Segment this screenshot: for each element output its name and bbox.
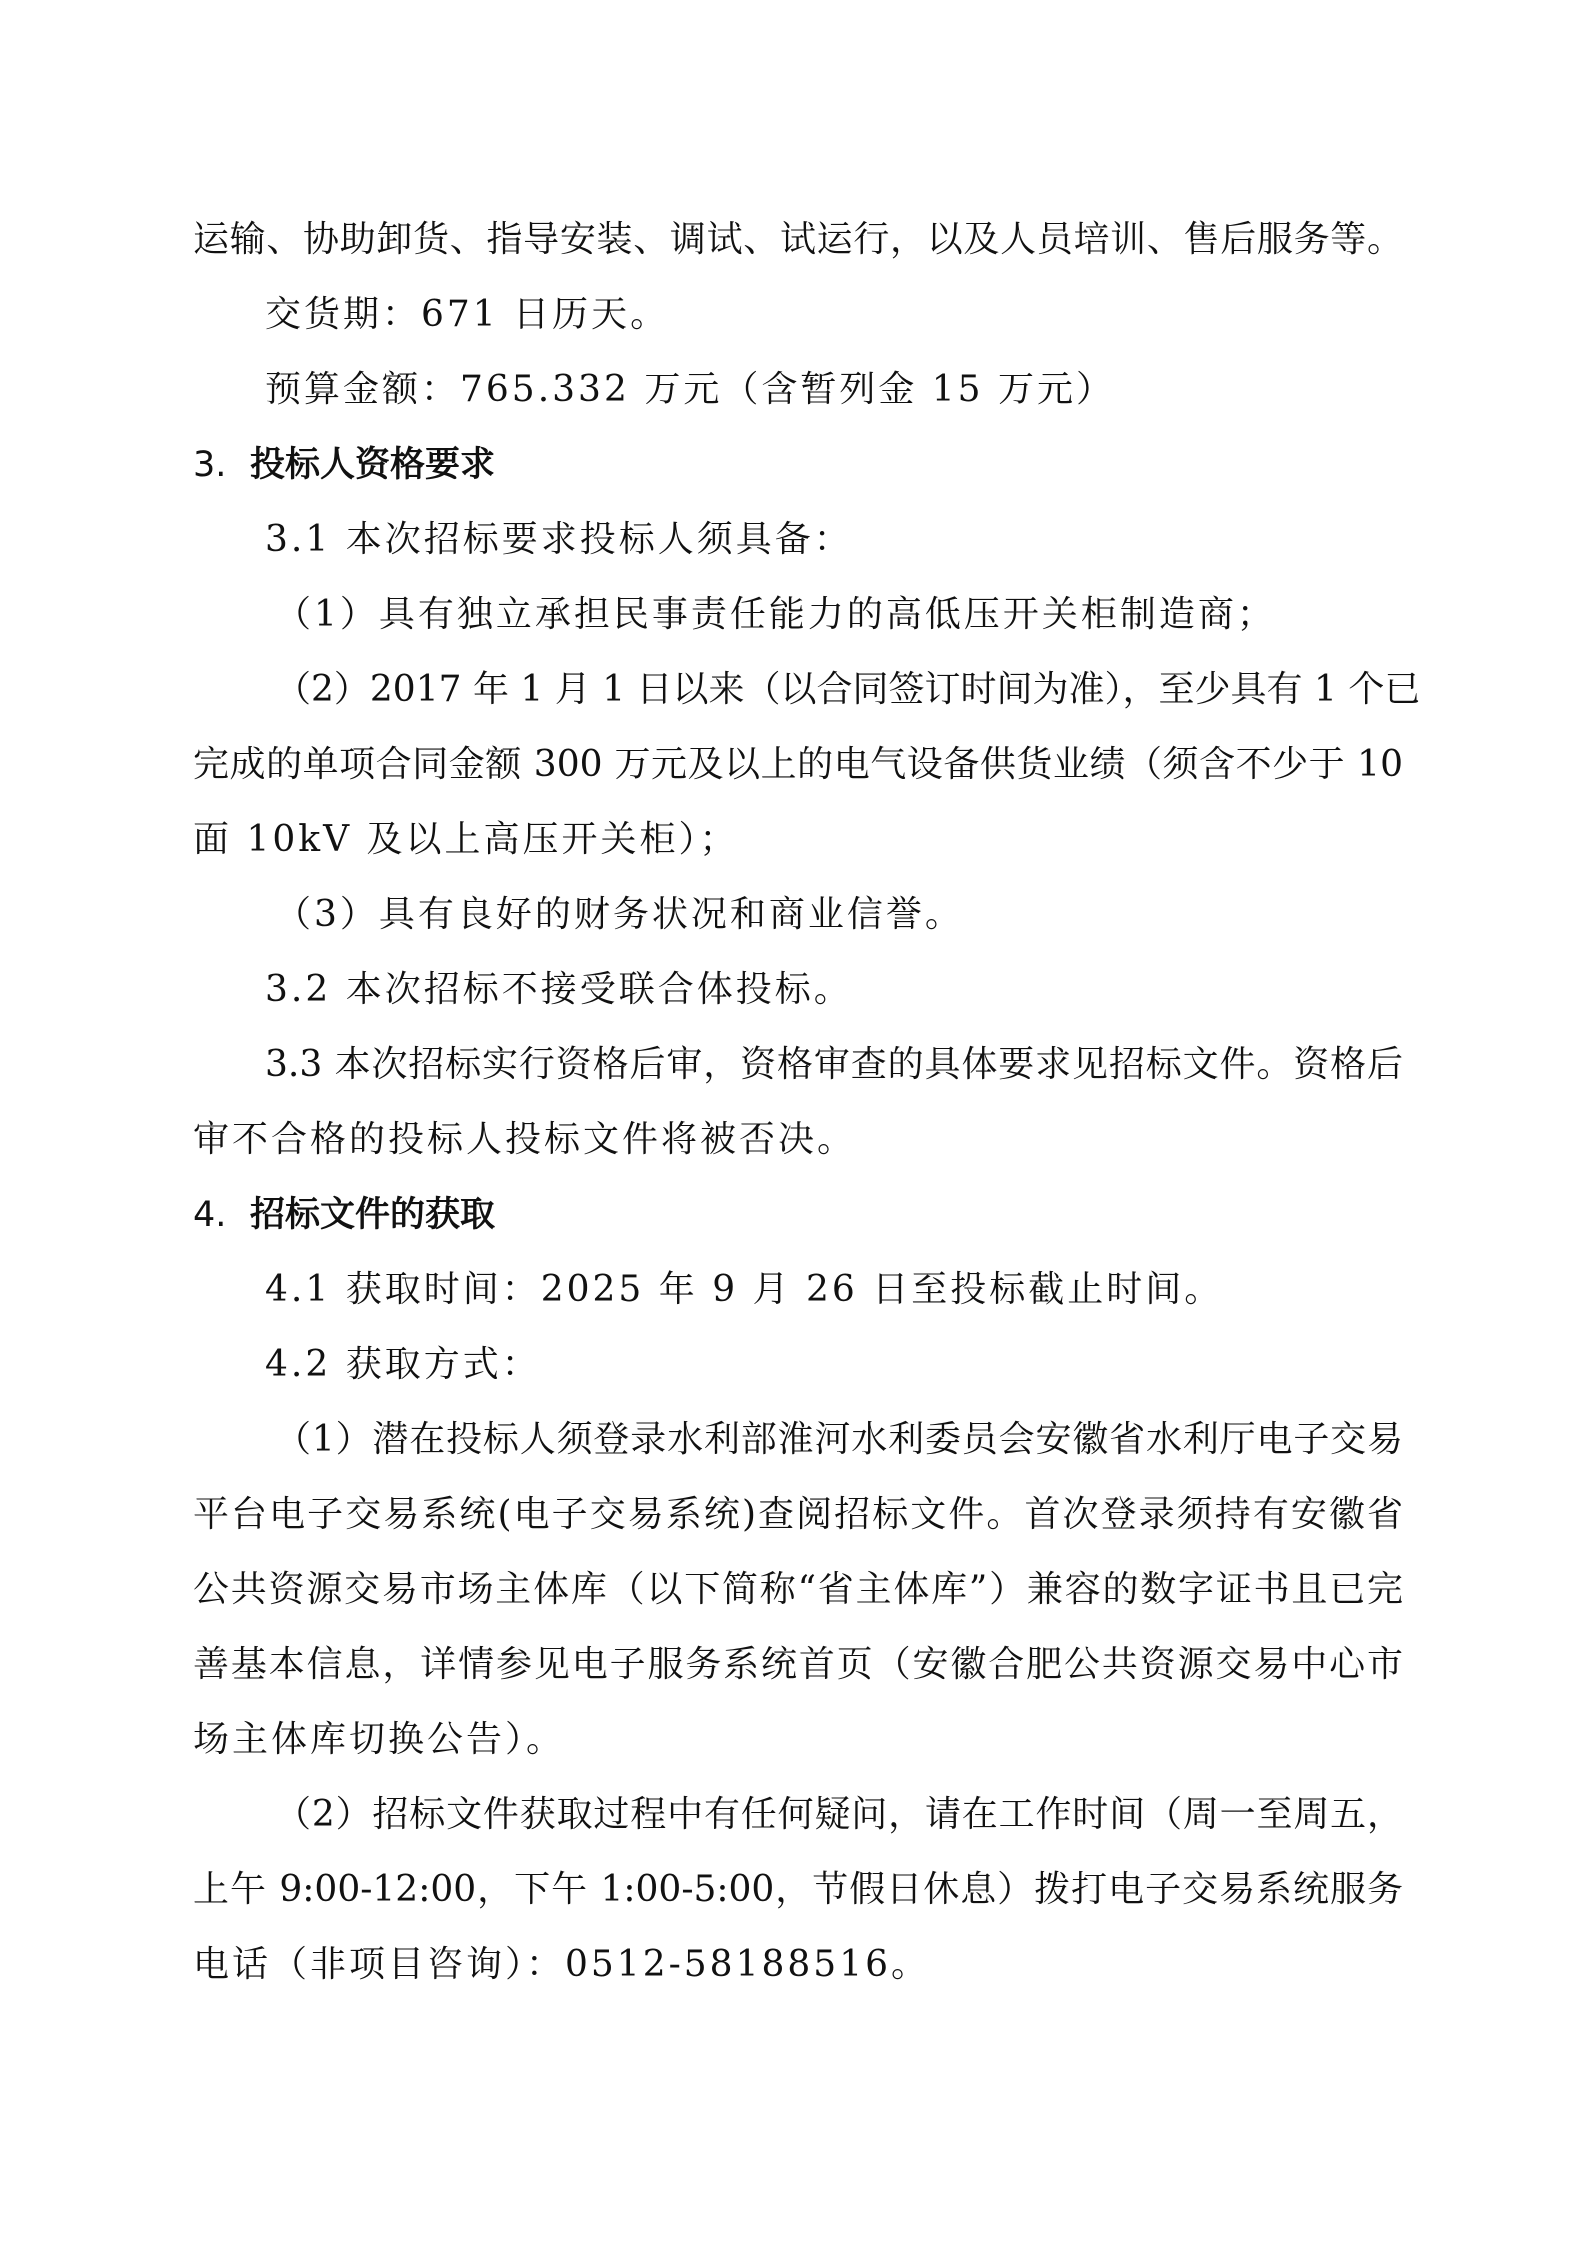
text-line: 4.2 获取方式： (265, 1344, 541, 1385)
section-number: 3. (193, 445, 227, 485)
text-line: 公共资源交易市场主体库（以下简称“省主体库”）兼容的数字证书且已完 (193, 1569, 1403, 1610)
section-number: 4. (193, 1195, 227, 1235)
text-line: 3.1 本次招标要求投标人须具备： (265, 519, 853, 560)
section-heading-4 (193, 1190, 495, 1240)
text-line: （2）招标文件获取过程中有任何疑问，请在工作时间（周一至周五， (275, 1794, 1403, 1835)
text-line: 面 10kV 及以上高压开关柜）； (193, 819, 739, 860)
text-line: 审不合格的投标人投标文件将被否决。 (193, 1119, 857, 1160)
text-line: 善基本信息，详情参见电子服务系统首页（安徽合肥公共资源交易中心市 (193, 1644, 1403, 1685)
delivery-period: 交货期：671 日历天。 (265, 294, 670, 335)
text-line: 完成的单项合同金额 300 万元及以上的电气设备供货业绩（须含不少于 10 (193, 744, 1403, 785)
text-line: （1）具有独立承担民事责任能力的高低压开关柜制造商； (275, 594, 1276, 635)
section-heading-3 (193, 440, 495, 490)
text-line: 3.2 本次招标不接受联合体投标。 (265, 969, 853, 1010)
text-line: 3.3 本次招标实行资格后审，资格审查的具体要求见招标文件。资格后 (265, 1044, 1403, 1085)
text-line: 场主体库切换公告）。 (193, 1719, 566, 1760)
budget-amount: 预算金额：765.332 万元（含暂列金 15 万元） (265, 369, 1116, 410)
text-line: 平台电子交易系统(电子交易系统)查阅招标文件。首次登录须持有安徽省 (193, 1494, 1403, 1535)
service-phone: 电话（非项目咨询）：0512-58188516。 (193, 1944, 931, 1985)
section-title: 招标文件的获取 (250, 1195, 496, 1235)
text-line: 4.1 获取时间：2025 年 9 月 26 日至投标截止时间。 (265, 1269, 1224, 1310)
section-title: 投标人资格要求 (250, 445, 496, 485)
text-line: （2）2017 年 1 月 1 日以来（以合同签订时间为准），至少具有 1 个已 (275, 669, 1421, 710)
text-line: （1）潜在投标人须登录水利部淮河水利委员会安徽省水利厅电子交易 (275, 1419, 1403, 1460)
text-line: 运输、协助卸货、指导安装、调试、试运行，以及人员培训、售后服务等。 (193, 219, 1403, 260)
text-line: （3）具有良好的财务状况和商业信誉。 (275, 894, 964, 935)
text-line: 上午 9:00-12:00，下午 1:00-5:00，节假日休息）拨打电子交易系统服务 (193, 1869, 1403, 1910)
